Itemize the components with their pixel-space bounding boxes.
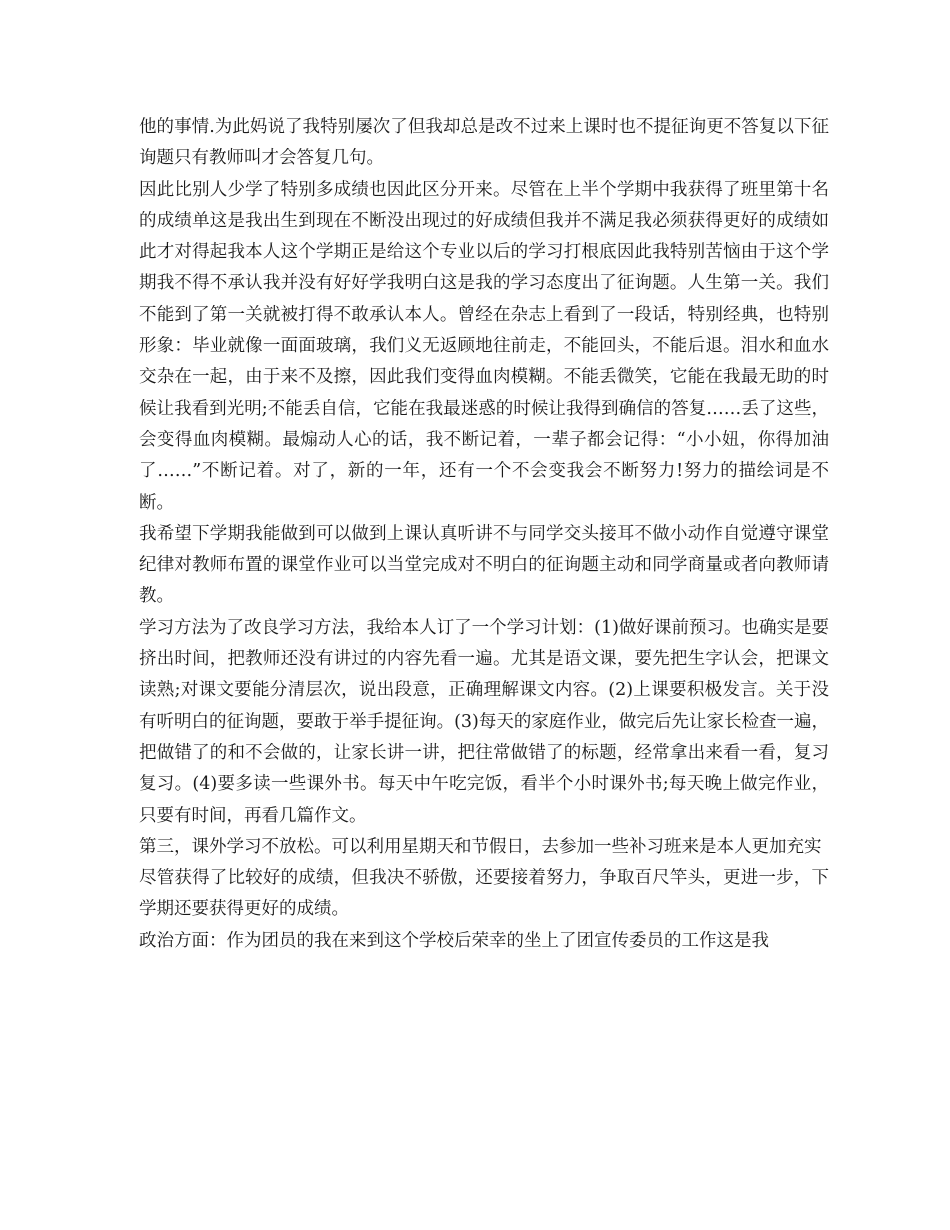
paragraph-7: 政治方面：作为团员的我在来到这个学校后荣幸的坐上了团宣传委员的工作这是我 [139, 930, 769, 951]
paragraph-5: 第三，课外学习不放松。可以利用星期天和节假日，去参加一些补习班来是本人更加充实 [139, 836, 822, 857]
paragraph-3: 我希望下学期我能做到可以做到上课认真听讲不与同学交头接耳不做小动作自觉遵守课堂纪律对教师布置的课堂作业可以当堂完成对不明白的征询题主动和同学商量或者向教师请教。 [139, 523, 829, 607]
paragraph-6: 尽管获得了比较好的成绩，但我决不骄傲，还要接着努力，争取百尺竿头，更进一步，下学期还要获得更好的成绩。 [139, 868, 829, 920]
paragraph-1: 他的事情.为此妈说了我特别屡次了但我却总是改不过来上课时也不提征询更不答复以下征询题只有教师叫才会答复几句。 [139, 117, 829, 169]
paragraph-2: 因此比别人少学了特别多成绩也因此区分开来。尽管在上半个学期中我获得了班里第十名的成绩单这是我出生到现在不断没出现过的好成绩但我并不满足我必须获得更好的成绩如此才对得起我本人这个学期正是给这个专业以后的学习打根底因此我特别苦恼由于这个学期我不得不承认我并没有好好学我明白这是我的学习态度出了征询题。人生第一关。我们不能到了第一关就被打得不敢承认本人。曾经在杂志上看到了一段话，特别经典，也特别形象：毕业就像一面面玻璃，我们义无返顾地往前走，不能回头，不能后退。泪水和血水交杂在一起，由于来不及擦，因此我们变得血肉模糊。不能丢微笑，它能在我最无助的时候让我看到光明;不能丢自信，它能在我最迷惑的时候让我得到确信的答复……丢了这些，会变得血肉模糊。最煽动人心的话，我不断记着，一辈子都会记得：“小小妞，你得加油了……”不断记着。对了，新的一年，还有一个不会变我会不断努力!努力的描绘词是不断。 [139, 179, 829, 513]
document-body [139, 112, 829, 957]
paragraph-4: 学习方法为了改良学习方法，我给本人订了一个学习计划：(1)做好课前预习。也确实是要挤出时间，把教师还没有讲过的内容先看一遍。尤其是语文课，要先把生字认会，把课文读熟;对课文要能分清层次，说出段意，正确理解课文内容。(2)上课要积极发言。关于没有听明白的征询题，要敢于举手提征询。(3)每天的家庭作业，做完后先让家长检查一遍，把做错了的和不会做的，让家长讲一讲，把往常做错了的标题，经常拿出来看一看，复习复习。(4)要多读一些课外书。每天中午吃完饭，看半个小时课外书;每天晚上做完作业，只要有时间，再看几篇作文。 [139, 617, 829, 826]
